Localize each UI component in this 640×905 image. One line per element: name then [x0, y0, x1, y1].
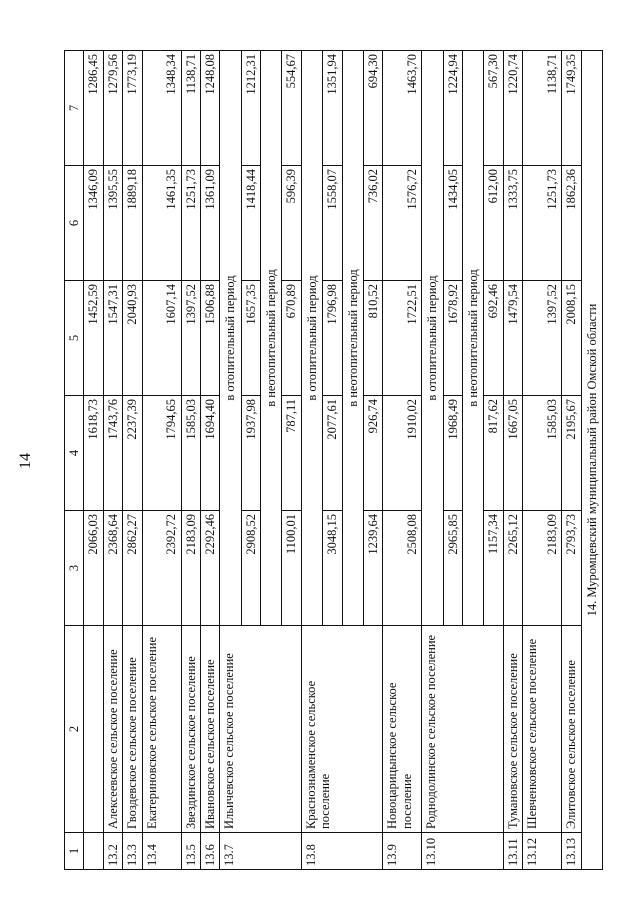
table-row	[503, 51, 522, 870]
section-heading-row	[581, 51, 602, 870]
period-label-heating: в отопительный период	[220, 51, 241, 626]
value-cell: 1361,09	[200, 166, 219, 281]
value-cell: 2008,15	[562, 281, 581, 396]
value-cell: 1618,73	[84, 396, 103, 511]
period-label-nonheating: в неотопительный период	[463, 51, 484, 626]
value-cell: 567,30	[484, 51, 503, 166]
value-cell: 596,39	[282, 166, 301, 281]
row-number: 13.11	[503, 833, 522, 870]
value-cell: 2066,03	[84, 511, 103, 626]
settlement-name: Шевченковское сельское поселение	[523, 626, 562, 833]
value-cell: 1286,45	[84, 51, 103, 166]
row-number: 13.3	[123, 833, 142, 870]
settlement-name: Алексеевское сельское поселение	[103, 626, 122, 833]
value-cell: 1796,98	[323, 281, 342, 396]
value-cell: 2793,73	[562, 511, 581, 626]
value-cell: 1585,03	[181, 396, 200, 511]
value-cell: 2965,85	[443, 511, 462, 626]
page-number: 14	[17, 453, 34, 469]
value-cell: 2183,09	[523, 511, 562, 626]
tariff-table	[64, 50, 603, 870]
value-cell: 1100,01	[282, 511, 301, 626]
value-cell: 1694,40	[200, 396, 219, 511]
table-row	[181, 51, 200, 870]
table-row	[523, 51, 562, 870]
value-cell: 692,46	[484, 281, 503, 396]
value-cell: 1220,74	[503, 51, 522, 166]
value-cell: 1749,35	[562, 51, 581, 166]
table-row	[142, 51, 181, 870]
value-cell: 1138,71	[523, 51, 562, 166]
value-cell: 1452,59	[84, 281, 103, 396]
tariff-table-container	[64, 50, 599, 870]
value-cell: 1773,19	[123, 51, 142, 166]
table-row	[562, 51, 581, 870]
settlement-name	[84, 626, 103, 833]
value-cell: 670,89	[282, 281, 301, 396]
value-cell: 2292,46	[200, 511, 219, 626]
value-cell: 1889,18	[123, 166, 142, 281]
value-cell: 1239,64	[363, 511, 382, 626]
value-cell: 3048,15	[323, 511, 342, 626]
value-cell: 1794,65	[142, 396, 181, 511]
value-cell: 1279,56	[103, 51, 122, 166]
value-cell: 1479,54	[503, 281, 522, 396]
value-cell: 1138,71	[181, 51, 200, 166]
value-cell: 1248,08	[200, 51, 219, 166]
header-cell: 2	[65, 626, 84, 833]
value-cell: 1558,07	[323, 166, 342, 281]
table-row	[123, 51, 142, 870]
row-number: 13.12	[523, 833, 562, 870]
value-cell: 1418,44	[241, 166, 260, 281]
table-row	[422, 51, 443, 870]
value-cell: 1463,70	[383, 51, 422, 166]
value-cell: 554,67	[282, 51, 301, 166]
row-number: 13.7	[220, 833, 302, 870]
value-cell: 1657,35	[241, 281, 260, 396]
row-number: 13.13	[562, 833, 581, 870]
value-cell: 1576,72	[383, 166, 422, 281]
value-cell: 1212,31	[241, 51, 260, 166]
row-number: 13.4	[142, 833, 181, 870]
row-number: 13.5	[181, 833, 200, 870]
table-row	[200, 51, 219, 870]
value-cell: 926,74	[363, 396, 382, 511]
value-cell: 2508,08	[383, 511, 422, 626]
table-row	[103, 51, 122, 870]
settlement-name: Гвоздевское сельское поселение	[123, 626, 142, 833]
settlement-name: Ильичевское сельское поселение	[220, 626, 302, 833]
value-cell: 1506,88	[200, 281, 219, 396]
value-cell: 1547,31	[103, 281, 122, 396]
settlement-name: Роднодолинское сельское поселение	[422, 626, 504, 833]
settlement-name: Ивановское сельское поселение	[200, 626, 219, 833]
value-cell: 2392,72	[142, 511, 181, 626]
value-cell: 1667,05	[503, 396, 522, 511]
value-cell: 2195,67	[562, 396, 581, 511]
period-label-nonheating: в неотопительный период	[261, 51, 282, 626]
value-cell: 1722,51	[383, 281, 422, 396]
settlement-name: Новоцарицынское сельское поселение	[383, 626, 422, 833]
row-number: 13.9	[383, 833, 422, 870]
row-number: 13.6	[200, 833, 219, 870]
value-cell: 2077,61	[323, 396, 342, 511]
table-row	[84, 51, 103, 870]
table-row	[301, 51, 322, 870]
value-cell: 1224,94	[443, 51, 462, 166]
row-number	[84, 833, 103, 870]
value-cell: 1743,76	[103, 396, 122, 511]
row-number: 13.2	[103, 833, 122, 870]
value-cell: 1937,98	[241, 396, 260, 511]
value-cell: 2368,64	[103, 511, 122, 626]
row-number: 13.10	[422, 833, 504, 870]
value-cell: 1351,94	[323, 51, 342, 166]
period-label-heating: в отопительный период	[422, 51, 443, 626]
value-cell: 1678,92	[443, 281, 462, 396]
row-number: 13.8	[301, 833, 383, 870]
value-cell: 1251,73	[523, 166, 562, 281]
header-cell: 4	[65, 396, 84, 511]
section-heading: 14. Муромцевский муниципальный район Омской области	[581, 51, 602, 870]
period-label-nonheating: в неотопительный период	[342, 51, 363, 626]
value-cell: 810,52	[363, 281, 382, 396]
value-cell: 787,11	[282, 396, 301, 511]
value-cell: 694,30	[363, 51, 382, 166]
table-header-row	[65, 51, 84, 870]
value-cell: 1910,02	[383, 396, 422, 511]
header-cell: 3	[65, 511, 84, 626]
value-cell: 1157,34	[484, 511, 503, 626]
settlement-name: Тумановское сельское поселение	[503, 626, 522, 833]
value-cell: 2908,52	[241, 511, 260, 626]
settlement-name: Краснознаменское сельское поселение	[301, 626, 383, 833]
value-cell: 1461,35	[142, 166, 181, 281]
period-label-heating: в отопительный период	[301, 51, 322, 626]
value-cell: 1397,52	[523, 281, 562, 396]
header-cell: 6	[65, 166, 84, 281]
value-cell: 2862,27	[123, 511, 142, 626]
value-cell: 817,62	[484, 396, 503, 511]
value-cell: 1585,03	[523, 396, 562, 511]
table-row	[383, 51, 422, 870]
value-cell: 1395,55	[103, 166, 122, 281]
value-cell: 1862,36	[562, 166, 581, 281]
settlement-name: Элитовское сельское поселение	[562, 626, 581, 833]
value-cell: 2040,93	[123, 281, 142, 396]
settlement-name: Екатериновское сельское поселение	[142, 626, 181, 833]
value-cell: 1346,09	[84, 166, 103, 281]
header-cell: 7	[65, 51, 84, 166]
table-row	[220, 51, 241, 870]
header-cell: 1	[65, 833, 84, 870]
value-cell: 2265,12	[503, 511, 522, 626]
value-cell: 1397,52	[181, 281, 200, 396]
value-cell: 612,00	[484, 166, 503, 281]
value-cell: 2183,09	[181, 511, 200, 626]
value-cell: 1968,49	[443, 396, 462, 511]
value-cell: 1333,75	[503, 166, 522, 281]
value-cell: 736,02	[363, 166, 382, 281]
value-cell: 1251,73	[181, 166, 200, 281]
value-cell: 2237,39	[123, 396, 142, 511]
settlement-name: Звездинское сельское поселение	[181, 626, 200, 833]
value-cell: 1607,14	[142, 281, 181, 396]
header-cell: 5	[65, 281, 84, 396]
value-cell: 1434,05	[443, 166, 462, 281]
value-cell: 1348,34	[142, 51, 181, 166]
